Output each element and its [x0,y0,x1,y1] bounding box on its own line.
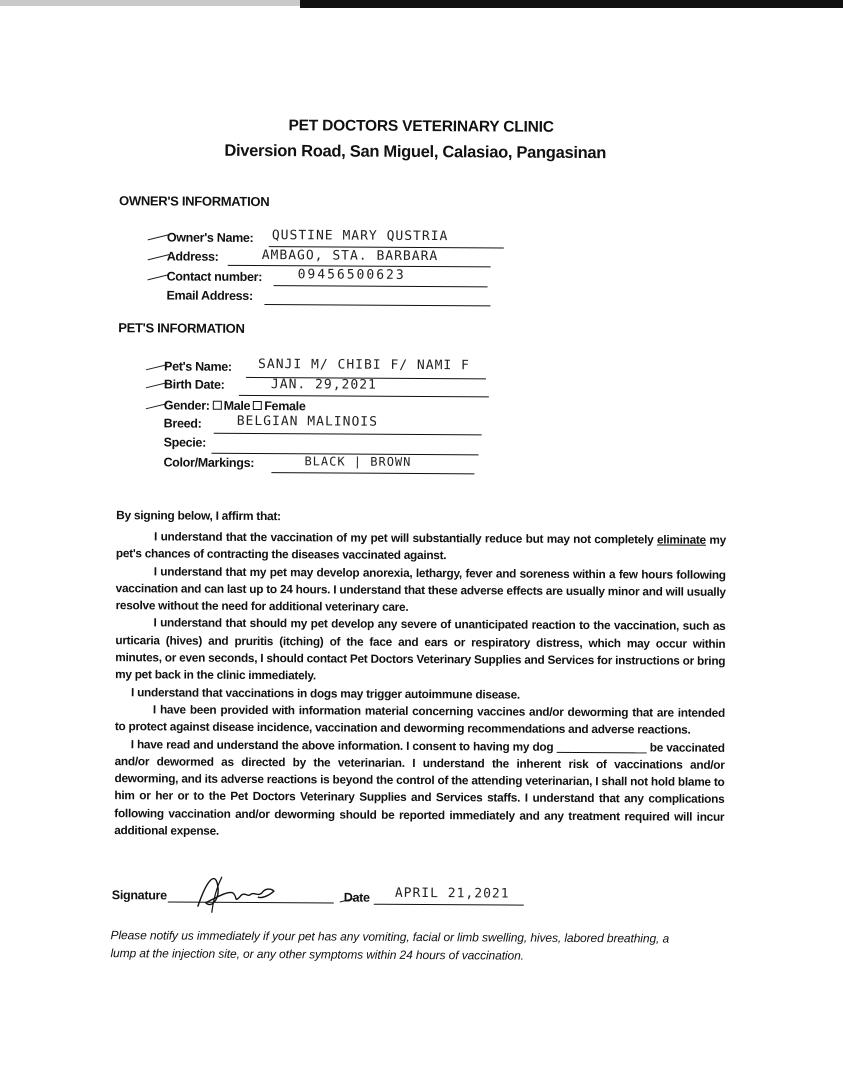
consent-paragraph-2: I understand that my pet may develop anorexia, lethargy, fever and soreness within a few hours following vaccination and can last up to 24 hours. I understand that these adverse effects are usually minor and will usually resolve without the need for additional veterinary care. [115,563,726,615]
color-label: Color/Markings: [163,455,255,470]
footer-notice: Please notify us immediately if your pet has any vomiting, facial or limb swelling, hives, labored breathing, a lump at the injection site, or any other symptoms within 24 hours of vaccination. [110,928,670,963]
gender-row [164,398,306,413]
birth-date-label: Birth Date: [163,377,225,392]
specie-label: Specie: [163,435,207,450]
consent-paragraph-1: I understand that the vaccination of my pet will substantially reduce but may not completely eliminate my pet's chances of contracting the diseases vaccinated against. [115,529,727,563]
owner-contact-value[interactable]: 09456500623 [297,267,406,283]
date-line [374,904,524,906]
birth-date-line [239,395,489,398]
color-value[interactable]: BLACK | BROWN [304,454,412,469]
dog-name-blank[interactable] [557,740,647,753]
owner-email-line [264,304,490,306]
owner-address-label: Address: [166,249,219,264]
consent-paragraph-5: I have been provided with information material concerning vaccines and/or deworming that are intended to protect against disease incidence, vaccination and deworming recommendations and adverse reactions. [114,702,725,737]
gender-label: Gender: [163,398,210,413]
owner-name-label: Owner's Name: [166,230,254,245]
male-option-label: Male [223,398,251,413]
date-label: Date [343,890,370,905]
pet-name-label: Pet's Name: [164,359,232,374]
consent-paragraph-6: I have read and understand the above information. I consent to having my dog be vaccinated and/or dewormed as directed by the veterinarian. I understand the inherent risk of vaccinations and/or deworming, and its adverse reactions is beyond the control of the attending veterinarian, I shall not hold blame to him or her or to the Pet Doctors Veterinary Supplies and Services staffs. I understand that any complications following vaccination and/or deworming should be reported immediately and any treatment required will incur additional expense. [114,736,725,838]
handwritten-signature [188,867,288,918]
pet-section-title: PET'S INFORMATION [118,320,245,336]
male-checkbox[interactable] [213,401,222,410]
breed-value[interactable]: BELGIAN MALINOIS [236,413,378,430]
female-checkbox[interactable] [253,401,262,410]
consent-text [114,528,726,843]
owner-section-title: OWNER'S INFORMATION [119,193,270,210]
breed-line [214,433,482,436]
consent-paragraph-4: I understand that vaccinations in dogs may trigger autoimmune disease. [131,684,521,702]
color-line [271,472,474,474]
owner-contact-label: Contact number: [166,269,263,285]
date-value[interactable]: APRIL 21,2021 [394,885,510,902]
birth-date-value[interactable]: JAN. 29,2021 [270,377,377,393]
breed-label: Breed: [163,416,202,431]
clinic-address: Diversion Road, San Miguel, Calasiao, Pangasinan [224,141,607,163]
owner-address-value[interactable]: AMBAGO, STA. BARBARA [261,248,439,265]
female-option-label: Female [264,399,306,414]
owner-contact-line [274,285,488,287]
signature-label: Signature [111,888,167,903]
owner-email-label: Email Address: [166,288,253,303]
consent-paragraph-3: I understand that should my pet develop any severe of unanticipated reaction to the vaccination, such as urticaria (hives) and pruritis (itching) of the face and ears or respiratory distress, which may occur within minutes, or even seconds, I should contact Pet Doctors Veterinary Supplies and Services for instructions or bring my pet back in the clinic immediately. [115,615,726,683]
pet-name-value[interactable]: SANJI M/ CHIBI F/ NAMI F [258,357,470,374]
consent-heading: By signing below, I affirm that: [116,508,281,524]
owner-name-value[interactable]: QUSTINE MARY QUSTRIA [271,228,449,245]
clinic-name: PET DOCTORS VETERINARY CLINIC [288,117,554,136]
